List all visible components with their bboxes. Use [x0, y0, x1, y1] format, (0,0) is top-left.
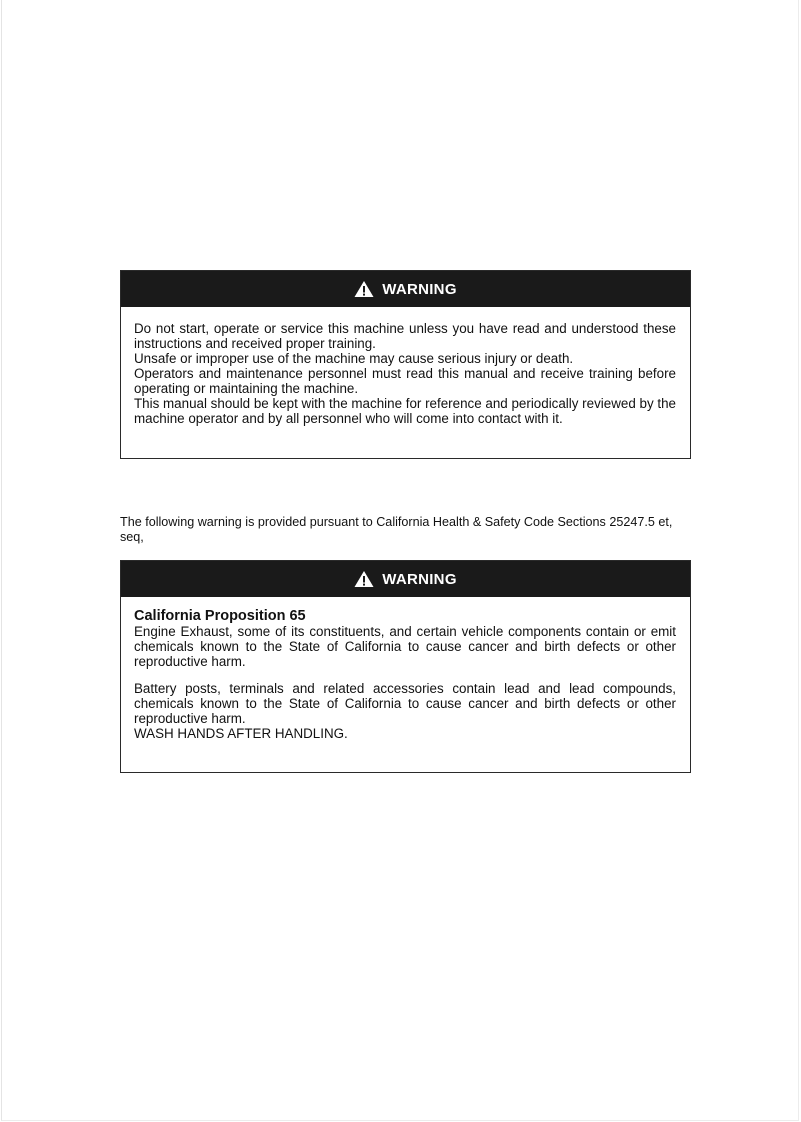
warning-body: [121, 307, 690, 438]
warning-paragraph: Do not start, operate or service this machine unless you have read and understood these instructions and received proper training.: [134, 321, 676, 351]
prop65-title: California Proposition 65: [134, 608, 306, 624]
warning-header: [121, 271, 690, 307]
warning-paragraph: Operators and maintenance personnel must read this manual and receive training before operating or maintaining the machine.: [134, 366, 676, 396]
warning-header: [121, 561, 690, 597]
general-warning-box: [120, 270, 691, 459]
warning-paragraph: Battery posts, terminals and related accessories contain lead and lead compounds, chemicals known to the State of California to cause cancer and birth defects or other reproductive harm.: [134, 681, 676, 726]
warning-header-label: WARNING: [382, 570, 457, 588]
statute-note: The following warning is provided pursuant to California Health & Safety Code Sections 25247.5 et, seq,: [120, 515, 673, 544]
warning-header-label: WARNING: [382, 280, 457, 298]
warning-paragraph: This manual should be kept with the machine for reference and periodically reviewed by the machine operator and by all personnel who will come into contact with it.: [134, 396, 676, 426]
warning-body: [121, 597, 690, 753]
wash-hands-notice: WASH HANDS AFTER HANDLING.: [134, 726, 348, 741]
warning-triangle-icon: [354, 570, 374, 588]
warning-triangle-icon: [354, 280, 374, 298]
warning-paragraph: Engine Exhaust, some of its constituents, and certain vehicle components contain or emit chemicals known to the State of California to cause cancer and birth defects or other reproductive harm.: [134, 624, 676, 669]
prop65-warning-box: [120, 560, 691, 773]
warning-paragraph: Unsafe or improper use of the machine may cause serious injury or death.: [134, 351, 574, 366]
